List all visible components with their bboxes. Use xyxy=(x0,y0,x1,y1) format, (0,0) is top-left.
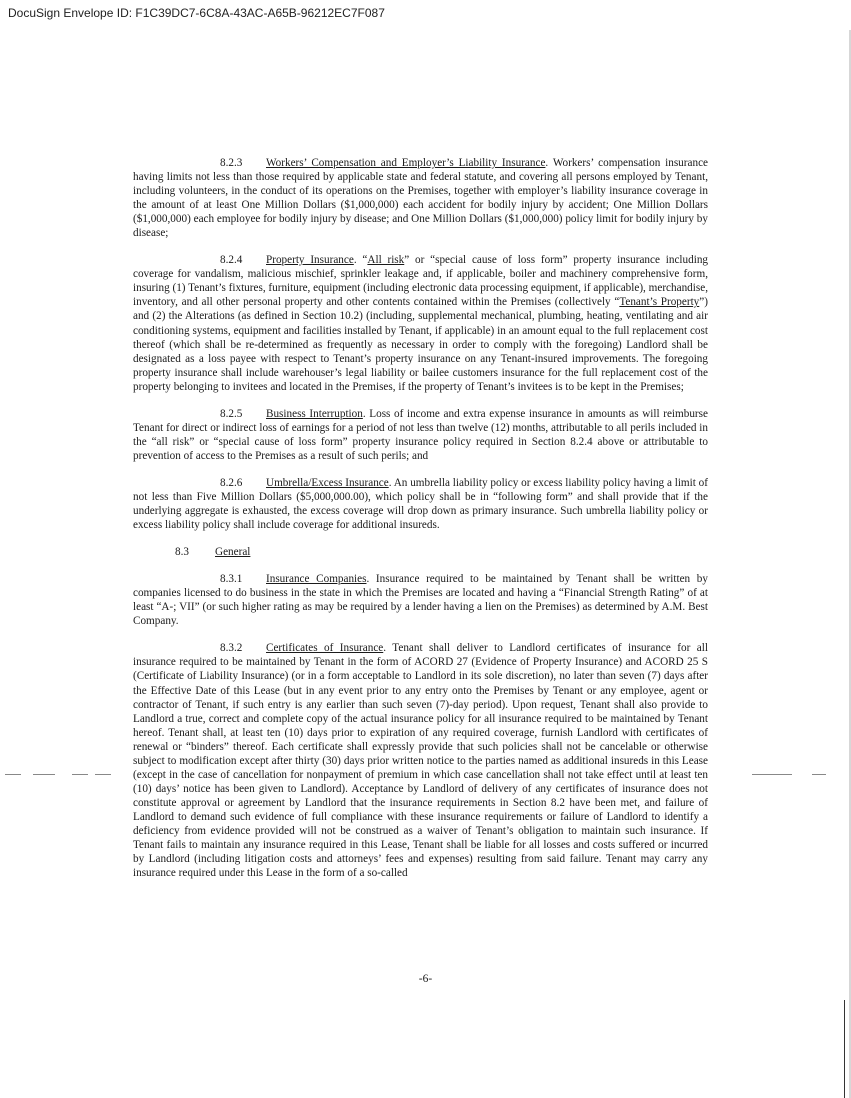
scan-mark xyxy=(752,774,792,775)
section-number: 8.3.2 xyxy=(220,642,243,655)
section-number: 8.3 xyxy=(175,546,189,559)
section-body: . Insurance required to be maintained by Tenant shall be written by companies licensed to do business in the state in which the Premises are located and having a “Financial Strength Rating” of at least “A-; VII” (or such higher rating as may be required by a lender having a lien on the Premises) as determined by A.M. Best Company. xyxy=(133,573,708,628)
section-heading: Certificates of Insurance xyxy=(266,642,384,655)
scan-mark xyxy=(72,774,88,775)
section-body: . An umbrella liability policy or excess liability policy having a limit of not less than Five Million Dollars ($5,000,000.00), which policy shall be in “following form” and shall provide that if the underlying aggregate is exhausted, the excess coverage will drop down as primary insurance. Such umbrella liability policy or excess liability policy shall include coverage for additional insureds. xyxy=(133,476,708,532)
section-heading: Property Insurance xyxy=(266,254,354,267)
section-number: 8.2.3 xyxy=(220,157,243,169)
scan-edge xyxy=(844,1000,845,1098)
section-number: 8.2.4 xyxy=(220,254,243,267)
scan-mark xyxy=(95,774,111,775)
section-heading: General xyxy=(215,546,251,559)
section-number: 8.3.1 xyxy=(220,573,243,586)
scan-mark xyxy=(33,774,55,775)
section-heading: Insurance Companies xyxy=(266,573,367,586)
section-number: 8.2.5 xyxy=(220,407,243,420)
section-heading: Umbrella/Excess Insurance xyxy=(266,476,389,489)
section-body: . Tenant shall deliver to Landlord certificates of insurance for all insurance required to be maintained by Tenant in the form of ACORD 27 (Evidence of Property Insurance) and ACORD 25 S (Certificate of Liability Insurance) (or in a form acceptable to Landlord in its sole discretion), no later than seven (7) days after the Effective Date of this Lease (but in any event prior to any entry onto the Premises by Tenant or any employee, agent or contractor of Tenant, if such entry is any earlier than such seven (7)-day period). Upon request, Tenant shall also provide to Landlord a true, correct and complete copy of the actual insurance policy for all insurance required to be maintained by Tenant hereof. Tenant shall, at least ten (10) days prior to expiration of any required coverage, furnish Landlord with certificates of renewal or “binders” thereof. Each certificate shall expressly provide that such policies shall not be cancelable or otherwise subject to modification except after thirty (30) days prior written notice to the parties named as additional insureds in this Lease (except in the case of cancellation for nonpayment of premium in which case cancellation shall not take effect until at least ten (10) days’ notice has been given to Landlord). Acceptance by Landlord of delivery of any certificates of insurance does not constitute approval or agreement by Landlord that the insurance requirements in Section 8.2 have been met, and failure of Landlord to demand such evidence of full compliance with these insurance requirements or failure of Landlord to identify a deficiency from evidence provided will not be construed as a waiver of Tenant’s obligation to maintain such insurance. If Tenant fails to maintain any insurance required in this Lease, Tenant shall be liable for all losses and costs suffered or incurred by Landlord (including litigation costs and attorneys’ fees and expenses) resulting from said failure. Tenant may carry any insurance required under this Lease in the form of a so-called xyxy=(133,642,708,880)
all-risk-term: All risk xyxy=(367,254,405,267)
section-8-2-3 xyxy=(133,156,708,240)
section-body-post: ”) and (2) the Alterations (as defined in Section 10.2) (including, supplemental mechanical, plumbing, heating, ventilating and air conditioning systems, equipment and facilities installed by Tenant, if applicable) in an amount equal to the full replacement cost thereof (which shall be re-determined as frequently as necessary in order to comply with the foregoing) Landlord shall be designated as a loss payee with respect to Tenant’s property insurance on any Tenant-insured improvements. The foregoing property insurance shall include warehouser’s legal liability or bailee customers insurance for the full replacement cost of the property belonging to invitees and located in the Premises, if the property of Tenant’s invitees is to be kept in the Premises; xyxy=(133,296,708,393)
section-8-2-4 xyxy=(133,253,708,393)
scan-mark xyxy=(812,774,826,775)
section-body: . Loss of income and extra expense insurance in amounts as will reimburse Tenant for direct or indirect loss of earnings for a period of not less than twelve (12) months, attributable to all perils included in the “all risk” or “special cause of loss form” property insurance policy required in Section 8.2.4 above or attributable to prevention of access to the Premises as a result of such perils; and xyxy=(133,407,708,462)
envelope-id: DocuSign Envelope ID: F1C39DC7-6C8A-43AC-A65B-96212EC7F087 xyxy=(8,6,385,20)
page-number: -6- xyxy=(418,973,433,985)
section-8-2-6 xyxy=(133,476,708,532)
section-8-3-2 xyxy=(133,641,708,880)
defined-term: Tenant’s Property xyxy=(619,296,700,309)
section-body-pre: . “ xyxy=(353,254,368,267)
section-body-mid: ” or “special cause of loss form” property insurance including coverage for vandalism, malicious mischief, sprinkler leakage and, if applicable, boiler and machinery comprehensive form, insuring (1) Tenant’s fixtures, furniture, equipment (including electronic data processing equipment, if applicable), merchandise, inventory, and all other personal property and other contents contained within the Premises (collectively “ xyxy=(133,254,709,309)
section-heading: Workers’ Compensation and Employer’s Liability Insurance xyxy=(266,157,546,169)
document-page xyxy=(133,156,708,893)
section-heading: Business Interruption xyxy=(266,407,363,420)
scan-mark xyxy=(5,774,21,775)
section-8-3-1 xyxy=(133,572,708,628)
section-8-3 xyxy=(133,545,708,559)
section-8-2-5 xyxy=(133,407,708,463)
section-number: 8.2.6 xyxy=(220,476,243,489)
section-body: . Workers’ compensation insurance having limits not less than those required by applicable state and federal statute, and covering all persons employed by Tenant, including volunteers, in the conduct of its operations on the Premises, together with employer’s liability insurance coverage in the amount of at least One Million Dollars ($1,000,000) each accident for bodily injury by accident; One Million Dollars ($1,000,000) each employee for bodily injury by disease; and One Million Dollars ($1,000,000) policy limit for bodily injury by disease; xyxy=(133,157,708,240)
